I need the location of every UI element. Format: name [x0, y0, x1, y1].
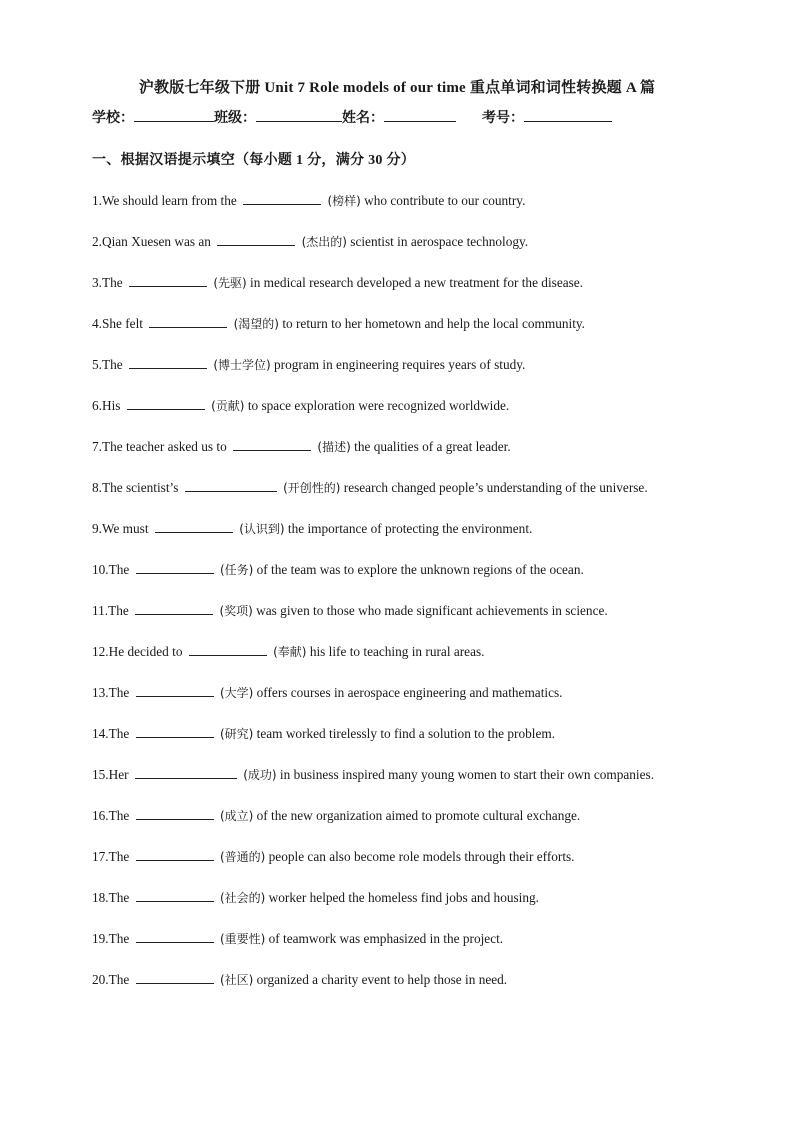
- question-item: [92, 395, 702, 417]
- question-suffix: was given to those who made significant achievements in science.: [256, 603, 608, 618]
- answer-blank[interactable]: [233, 438, 311, 451]
- question-item: [92, 190, 702, 212]
- answer-blank[interactable]: [136, 561, 214, 574]
- chinese-hint: (大学): [219, 686, 254, 700]
- question-item: [92, 887, 702, 909]
- question-suffix: of the team was to explore the unknown regions of the ocean.: [256, 562, 584, 577]
- question-item: [92, 723, 702, 745]
- chinese-hint: (描述): [317, 440, 351, 454]
- chinese-hint: (普通的): [219, 850, 266, 864]
- question-suffix: his life to teaching in rural areas.: [309, 644, 485, 659]
- chinese-hint: (认识到): [239, 522, 285, 536]
- question-suffix: team worked tirelessly to find a solution to the problem.: [256, 726, 556, 741]
- question-item: [92, 354, 702, 376]
- question-prefix: 7.The teacher asked us to: [92, 439, 227, 454]
- section-heading: 一、根据汉语提示填空（每小题 1 分，满分 30 分）: [92, 153, 416, 168]
- question-prefix: 11.The: [92, 603, 129, 618]
- question-item: [92, 846, 702, 868]
- question-suffix: of teamwork was emphasized in the project.: [268, 931, 504, 946]
- answer-blank[interactable]: [189, 643, 267, 656]
- question-prefix: 6.His: [92, 398, 121, 413]
- question-item: [92, 764, 702, 786]
- chinese-hint: (研究): [219, 727, 254, 741]
- chinese-hint: (先驱): [213, 276, 247, 290]
- question-item: [92, 641, 702, 663]
- question-suffix: the qualities of a great leader.: [354, 439, 511, 454]
- answer-blank[interactable]: [185, 479, 277, 492]
- chinese-hint: (奖项): [219, 604, 253, 618]
- question-prefix: 17.The: [92, 849, 130, 864]
- number-label: 考号：: [482, 111, 524, 126]
- question-item: [92, 600, 702, 622]
- class-label: 班级：: [214, 111, 256, 126]
- answer-blank[interactable]: [136, 930, 214, 943]
- question-prefix: 4.She felt: [92, 316, 143, 331]
- question-prefix: 19.The: [92, 931, 130, 946]
- question-suffix: who contribute to our country.: [364, 193, 526, 208]
- question-item: [92, 969, 702, 991]
- question-item: [92, 272, 702, 294]
- school-field[interactable]: [134, 108, 214, 122]
- chinese-hint: (社区): [219, 973, 254, 987]
- question-prefix: 16.The: [92, 808, 130, 823]
- answer-blank[interactable]: [155, 520, 233, 533]
- answer-blank[interactable]: [136, 971, 214, 984]
- question-prefix: 9.We must: [92, 521, 149, 536]
- question-suffix: worker helped the homeless find jobs and housing.: [268, 890, 539, 905]
- question-suffix: research changed people’s understanding of the universe.: [343, 480, 648, 495]
- answer-blank[interactable]: [135, 602, 213, 615]
- name-label: 姓名：: [342, 111, 384, 126]
- question-prefix: 10.The: [92, 562, 130, 577]
- question-prefix: 20.The: [92, 972, 130, 987]
- answer-blank[interactable]: [136, 889, 214, 902]
- question-suffix: in business inspired many young women to start their own companies.: [279, 767, 655, 782]
- chinese-hint: (重要性): [219, 932, 266, 946]
- answer-blank[interactable]: [129, 356, 207, 369]
- chinese-hint: (社会的): [219, 891, 266, 905]
- question-item: [92, 231, 702, 253]
- chinese-hint: (渴望的): [233, 317, 279, 331]
- question-item: [92, 559, 702, 581]
- chinese-hint: (榜样): [327, 194, 361, 208]
- school-label: 学校：: [92, 111, 134, 126]
- chinese-hint: (任务): [219, 563, 254, 577]
- worksheet-title: 沪教版七年级下册 Unit 7 Role models of our time 重点单词和词性转换题 A 篇: [138, 80, 656, 96]
- answer-blank[interactable]: [127, 397, 205, 410]
- question-item: [92, 477, 702, 499]
- chinese-hint: (成立): [219, 809, 254, 823]
- question-item: [92, 518, 702, 540]
- answer-blank[interactable]: [136, 684, 214, 697]
- chinese-hint: (开创性的): [283, 481, 341, 495]
- chinese-hint: (贡献): [211, 399, 245, 413]
- question-item: [92, 436, 702, 458]
- question-prefix: 2.Qian Xuesen was an: [92, 234, 211, 249]
- chinese-hint: (博士学位): [213, 358, 271, 372]
- answer-blank[interactable]: [149, 315, 227, 328]
- question-suffix: organized a charity event to help those in need.: [256, 972, 508, 987]
- chinese-hint: (成功): [243, 768, 277, 782]
- answer-blank[interactable]: [136, 725, 214, 738]
- name-field[interactable]: [384, 108, 456, 122]
- number-field[interactable]: [524, 108, 612, 122]
- question-prefix: 8.The scientist’s: [92, 480, 179, 495]
- question-prefix: 15.Her: [92, 767, 129, 782]
- chinese-hint: (奉献): [273, 645, 307, 659]
- question-suffix: of the new organization aimed to promote cultural exchange.: [256, 808, 581, 823]
- question-item: [92, 928, 702, 950]
- question-suffix: to return to her hometown and help the local community.: [282, 316, 586, 331]
- answer-blank[interactable]: [136, 848, 214, 861]
- answer-blank[interactable]: [135, 766, 237, 779]
- question-item: [92, 313, 702, 335]
- question-prefix: 18.The: [92, 890, 130, 905]
- class-field[interactable]: [256, 108, 342, 122]
- question-list: [92, 190, 702, 1010]
- question-suffix: offers courses in aerospace engineering and mathematics.: [256, 685, 563, 700]
- question-prefix: 3.The: [92, 275, 123, 290]
- question-prefix: 14.The: [92, 726, 130, 741]
- chinese-hint: (杰出的): [301, 235, 347, 249]
- question-prefix: 12.He decided to: [92, 644, 183, 659]
- question-suffix: people can also become role models through their efforts.: [268, 849, 575, 864]
- answer-blank[interactable]: [243, 192, 321, 205]
- answer-blank[interactable]: [217, 233, 295, 246]
- answer-blank[interactable]: [129, 274, 207, 287]
- question-suffix: the importance of protecting the environment.: [287, 521, 533, 536]
- answer-blank[interactable]: [136, 807, 214, 820]
- question-suffix: to space exploration were recognized worldwide.: [247, 398, 510, 413]
- question-item: [92, 682, 702, 704]
- student-info-row: [92, 107, 612, 127]
- question-suffix: program in engineering requires years of study.: [274, 357, 526, 372]
- question-prefix: 5.The: [92, 357, 123, 372]
- question-suffix: in medical research developed a new treatment for the disease.: [250, 275, 584, 290]
- question-suffix: scientist in aerospace technology.: [350, 234, 529, 249]
- question-prefix: 1.We should learn from the: [92, 193, 237, 208]
- question-item: [92, 805, 702, 827]
- question-prefix: 13.The: [92, 685, 130, 700]
